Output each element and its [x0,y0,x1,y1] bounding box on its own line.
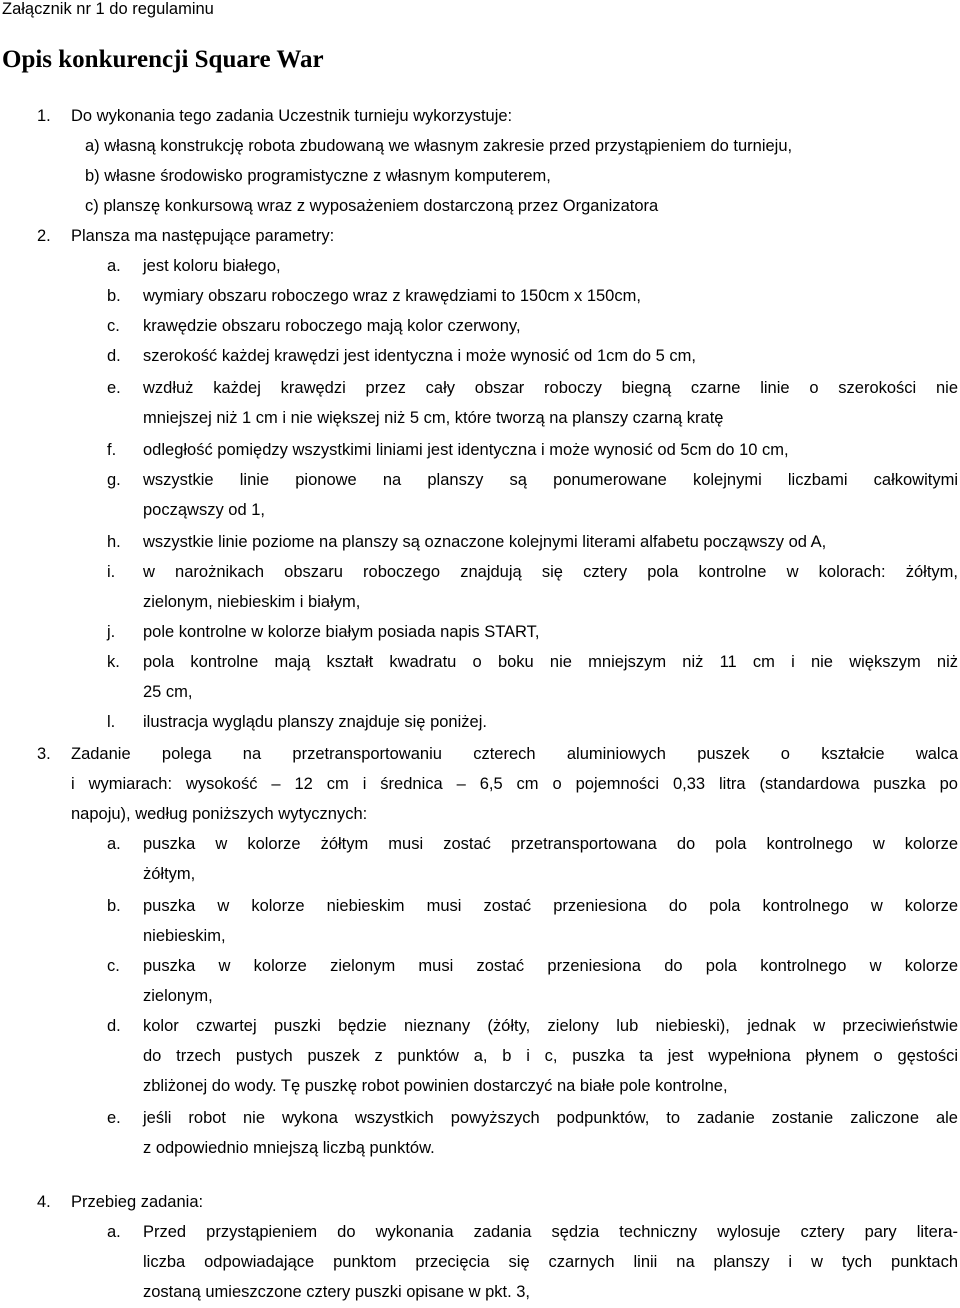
section-2-item-i-line-1: w narożnikach obszaru roboczego znajdują się cztery pola kontrolne w kolorach: żółtym, [143,563,958,581]
section-2-item-k-line-1: pola kontrolne mają kształt kwadratu o boku nie mniejszym niż 11 cm i nie większym niż [143,653,958,671]
section-2-item-e-line-1: wzdłuż każdej krawędzi przez cały obszar roboczy biegną czarne linie o szerokości nie [143,379,958,397]
section-1-item-c: c) planszę konkursową wraz z wyposażeniem dostarczoną przez Organizatora [85,197,659,215]
section-1-item-a: a) własną konstrukcję robota zbudowaną we własnym zakresie przed przystąpieniem do turnieju, [85,137,793,155]
section-2-marker: 2. [37,227,51,245]
section-3-marker-d: d. [107,1017,121,1035]
section-3-item-e-line-1: jeśli robot nie wykona wszystkich powyższych podpunktów, to zadanie zostanie zaliczone ale [143,1109,958,1127]
section-2-marker-j: j. [107,623,116,641]
section-2-item-c: krawędzie obszaru roboczego mają kolor czerwony, [143,317,521,335]
section-4-intro: Przebieg zadania: [71,1193,204,1211]
section-4-item-a-line-1: Przed przystąpieniem do wykonania zadania sędzia techniczny wylosuje cztery pary litera- [143,1223,958,1241]
section-2-marker-h: h. [107,533,121,551]
section-2-item-a: jest koloru białego, [143,257,281,275]
section-2-item-b: wymiary obszaru roboczego wraz z krawędziami to 150cm x 150cm, [143,287,641,305]
section-3-item-e-line-2: z odpowiednio mniejszą liczbą punktów. [143,1139,435,1157]
section-4-item-a-line-3: zostaną umieszczone cztery puszki opisane w pkt. 3, [143,1283,531,1301]
section-3-item-c-line-1: puszka w kolorze zielonym musi zostać przeniesiona do pola kontrolnego w kolorze [143,957,958,975]
section-4-marker-a: a. [107,1223,121,1241]
section-3-item-b-line-2: niebieskim, [143,927,226,945]
section-2-item-i-line-2: zielonym, niebieskim i białym, [143,593,361,611]
section-2-marker-k: k. [107,653,120,671]
section-2-marker-f: f. [107,441,117,459]
section-3-item-a-line-2: żółtym, [143,865,196,883]
section-2-item-h: wszystkie linie poziome na planszy są oznaczone kolejnymi literami alfabetu począwszy od A, [143,533,827,551]
section-1-marker: 1. [37,107,51,125]
section-2-marker-d: d. [107,347,121,365]
section-2-marker-l: l. [107,713,116,731]
section-2-marker-a: a. [107,257,121,275]
section-2-marker-g: g. [107,471,121,489]
section-2-marker-b: b. [107,287,121,305]
section-3-marker-c: c. [107,957,120,975]
section-2-item-l: ilustracja wyglądu planszy znajduje się poniżej. [143,713,487,731]
section-2-marker-i: i. [107,563,116,581]
section-3-line-2: i wymiarach: wysokość – 12 cm i średnica – 6,5 cm o pojemności 0,33 litra (standardowa puszka po [71,775,958,793]
section-3-marker-e: e. [107,1109,121,1127]
page-title: Opis konkurencji Square War [2,46,324,73]
section-2-marker-c: c. [107,317,120,335]
section-2-intro: Plansza ma następujące parametry: [71,227,335,245]
section-3-marker-b: b. [107,897,121,915]
section-1-intro: Do wykonania tego zadania Uczestnik turnieju wykorzystuje: [71,107,513,125]
section-2-item-g-line-2: począwszy od 1, [143,501,265,519]
section-4-item-a-line-2: liczba odpowiadające punktom przecięcia się czarnych linii na planszy i w tych punktach [143,1253,958,1271]
section-3-item-c-line-2: zielonym, [143,987,213,1005]
section-3-marker-a: a. [107,835,121,853]
section-2-item-g-line-1: wszystkie linie pionowe na planszy są ponumerowane kolejnymi liczbami całkowitymi [143,471,958,489]
section-2-marker-e: e. [107,379,121,397]
attachment-header: Załącznik nr 1 do regulaminu [2,0,214,18]
section-4-marker: 4. [37,1193,51,1211]
section-3-marker: 3. [37,745,51,763]
section-3-item-d-line-1: kolor czwartej puszki będzie nieznany (żółty, zielony lub niebieski), jednak w przeciwieństwie [143,1017,958,1035]
section-2-item-e-line-2: mniejszej niż 1 cm i nie większej niż 5 cm, które tworzą na planszy czarną kratę [143,409,724,427]
section-2-item-k-line-2: 25 cm, [143,683,193,701]
section-3-item-d-line-3: zbliżonej do wody. Tę puszkę robot powinien dostarczyć na białe pole kontrolne, [143,1077,728,1095]
section-2-item-f: odległość pomiędzy wszystkimi liniami jest identyczna i może wynosić od 5cm do 10 cm, [143,441,789,459]
section-3-item-b-line-1: puszka w kolorze niebieskim musi zostać przeniesiona do pola kontrolnego w kolorze [143,897,958,915]
section-2-item-d: szerokość każdej krawędzi jest identyczna i może wynosić od 1cm do 5 cm, [143,347,696,365]
section-3-line-3: napoju), według poniższych wytycznych: [71,805,368,823]
section-3-item-d-line-2: do trzech pustych puszek z punktów a, b i c, puszka ta jest wypełniona płynem o gęstości [143,1047,958,1065]
section-2-item-j: pole kontrolne w kolorze białym posiada napis START, [143,623,540,641]
section-3-item-a-line-1: puszka w kolorze żółtym musi zostać przetransportowana do pola kontrolnego w kolorze [143,835,958,853]
section-1-item-b: b) własne środowisko programistyczne z własnym komputerem, [85,167,551,185]
section-3-line-1: Zadanie polega na przetransportowaniu czterech aluminiowych puszek o kształcie walca [71,745,958,763]
